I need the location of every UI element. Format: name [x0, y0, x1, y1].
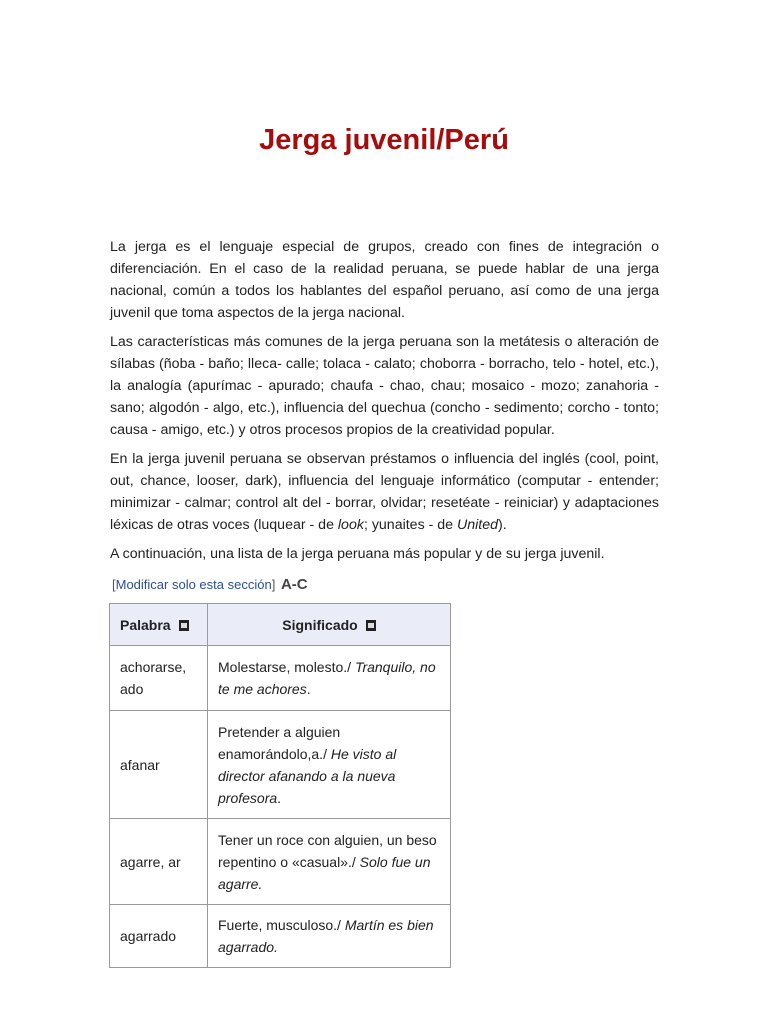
table-header-row: [110, 604, 451, 646]
word-cell: agarrado: [110, 905, 208, 968]
paragraph-2: Las características más comunes de la jerga peruana son la metátesis o alteración de sílabas (ñoba - baño; lleca- calle; tolaca - calato; choborra - borracho, telo - hotel, etc.), la analogía (apurímac - apurado; chaufa - chao, chau; mosaico - mozo; zanahoria - sano; algodón - algo, etc.), influencia del quechua (concho - sedimento; corcho - tonto; causa - amigo, etc.) y otros procesos propios de la creatividad popular.: [110, 334, 659, 438]
word-cell: agarre, ar: [110, 819, 208, 905]
section-heading: [112, 576, 308, 593]
bracket-close: ]: [271, 577, 276, 592]
section-title: A-C: [280, 576, 308, 593]
page-title: Jerga juvenil/Perú: [259, 124, 509, 156]
table-row: [110, 711, 451, 819]
table-row: [110, 646, 451, 711]
paragraph-3: [110, 448, 659, 536]
meaning-text: Tener un roce con alguien, un beso repentino o «casual»./: [218, 831, 437, 870]
meaning-cell: [208, 819, 451, 905]
paragraph-3-text-c: ).: [498, 517, 507, 533]
meaning-tail: .: [306, 681, 311, 697]
header-significado-label: Significado: [282, 616, 358, 633]
jerga-table: [109, 603, 451, 968]
paragraph-3-look: look: [337, 517, 364, 533]
paragraph-1: La jerga es el lenguaje especial de grupos, creado con fines de integración o diferenciación. En el caso de la realidad peruana, se puede hablar de una jerga nacional, común a todos los hablantes del español peruano, así como de una jerga juvenil que toma aspectos de la jerga nacional.: [110, 239, 659, 321]
meaning-cell: [208, 905, 451, 968]
header-palabra-label: Palabra: [120, 616, 171, 633]
meaning-text: Pretender a alguien enamorándolo,a./: [218, 723, 341, 762]
example-text: He visto al director afanando a la nueva profesora: [218, 745, 397, 806]
sort-icon[interactable]: [366, 620, 376, 631]
meaning-tail: .: [277, 789, 282, 806]
word-cell: afanar: [110, 711, 208, 819]
example-text: Tranquilo, no te me achores: [218, 659, 436, 697]
edit-section-link[interactable]: Modificar solo esta sección: [115, 577, 272, 592]
paragraph-3-text-b: ; yunaites - de: [363, 517, 457, 533]
meaning-text: Fuerte, musculoso./: [218, 917, 345, 933]
example-text: Solo fue un agarre.: [218, 853, 431, 892]
meaning-text: Molestarse, molesto./: [218, 659, 355, 675]
sort-icon[interactable]: [179, 620, 189, 631]
meaning-cell: [208, 646, 451, 711]
paragraph-3-text-a: En la jerga juvenil peruana se observan préstamos o influencia del inglés (cool, point, out, chance, looser, dark), influencia del lenguaje informático (computar - entender; minimizar - calmar; control alt del - borrar, olvidar; resetéate - reiniciar) y adaptaciones léxicas de otras voces (luquear - de: [110, 451, 659, 533]
header-significado[interactable]: [208, 604, 451, 646]
paragraph-3-united: United: [457, 517, 499, 533]
bracket-open: [: [112, 577, 116, 592]
header-palabra[interactable]: [110, 604, 208, 646]
word-cell: achorarse, ado: [110, 646, 208, 711]
example-text: Martín es bien agarrado.: [218, 917, 434, 955]
table-row: [110, 905, 451, 968]
article-body: [110, 236, 659, 572]
meaning-cell: [208, 711, 451, 819]
paragraph-4: A continuación, una lista de la jerga peruana más popular y de su jerga juvenil.: [110, 546, 605, 562]
table-row: [110, 819, 451, 905]
